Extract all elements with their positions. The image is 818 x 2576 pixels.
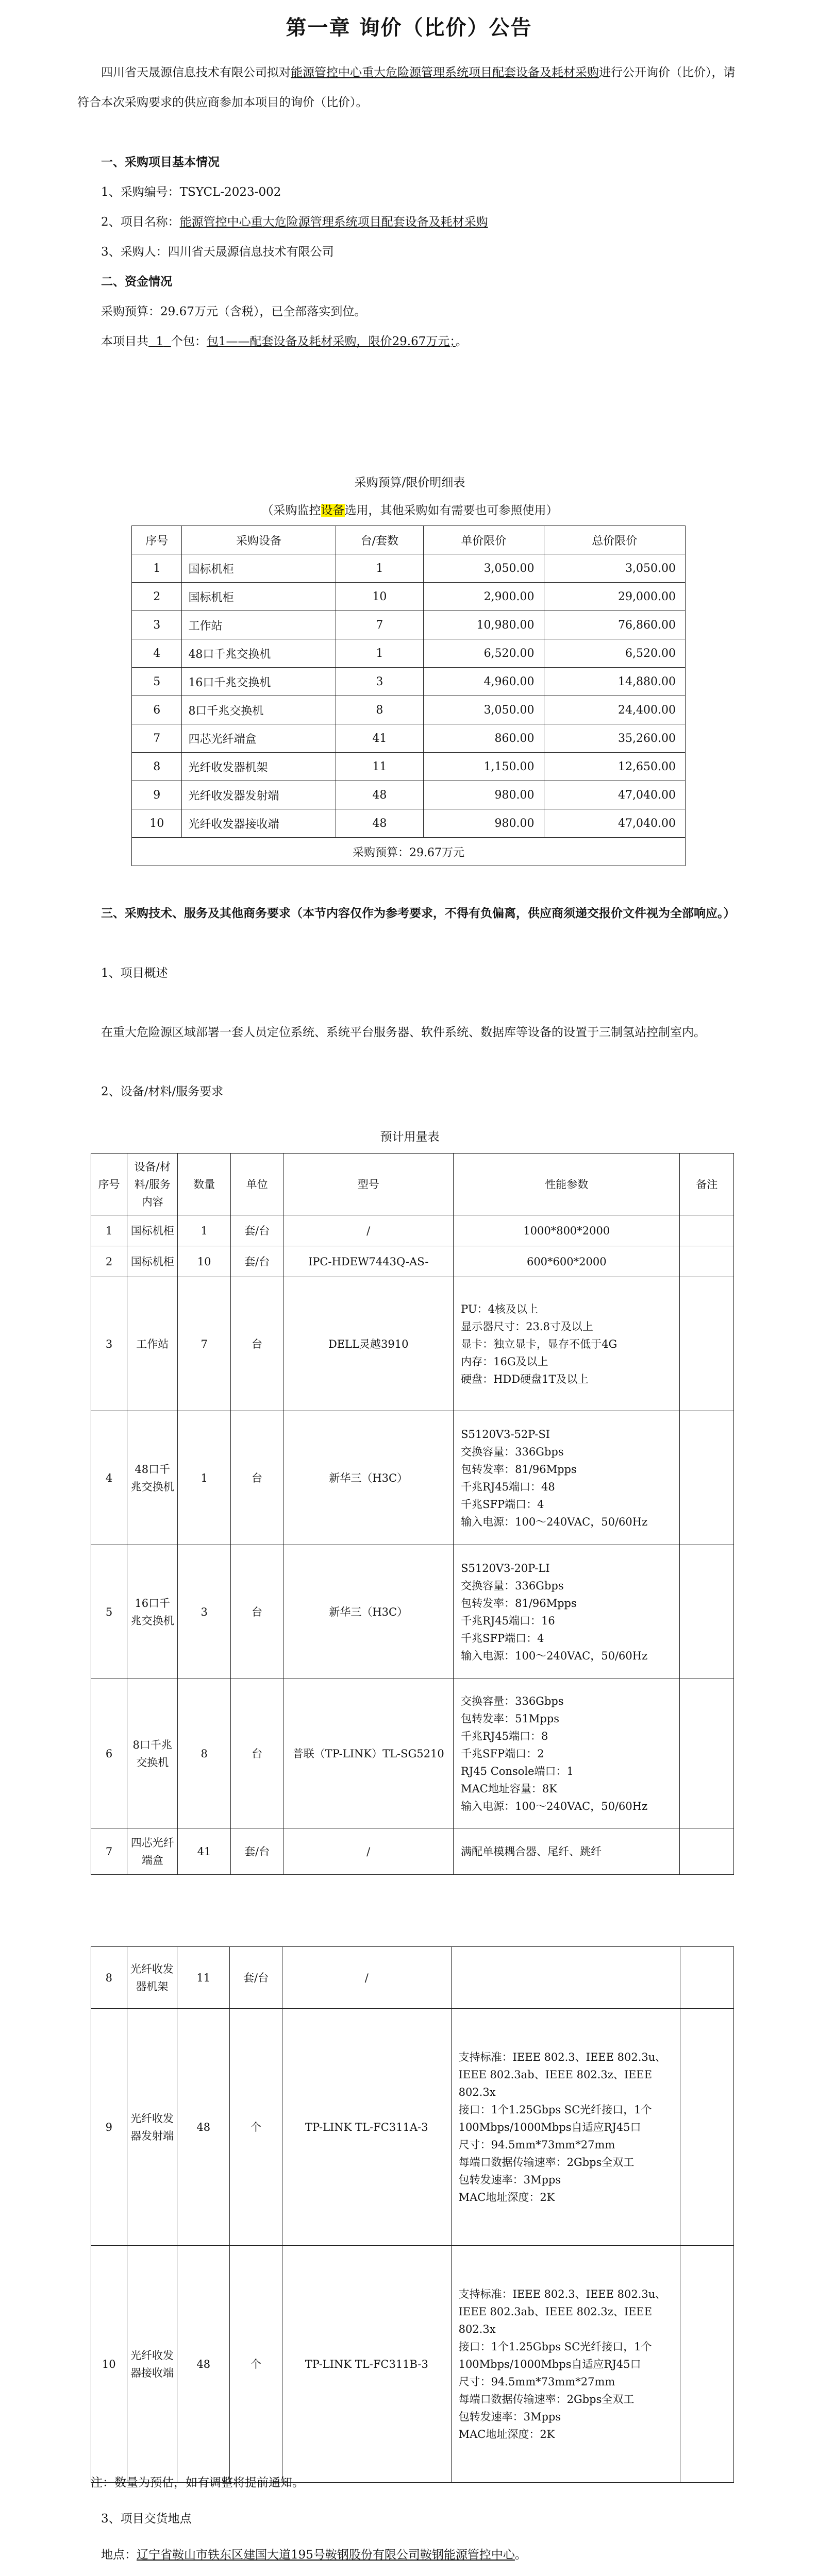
table-cell: 16口千兆交换机 bbox=[127, 1545, 178, 1679]
table-cell: 4,960.00 bbox=[424, 668, 544, 696]
budget-table-note: （采购监控设备选用，其他采购如有需要也可参照使用） bbox=[261, 504, 558, 517]
table-cell: 2 bbox=[91, 1246, 127, 1277]
table-cell: 国标机柜 bbox=[182, 554, 336, 583]
table-cell: 序号 bbox=[91, 1154, 127, 1215]
budget-table-caption: 采购预算/限价明细表 bbox=[354, 476, 465, 489]
table-cell: 3,050.00 bbox=[424, 696, 544, 724]
table-row bbox=[132, 809, 686, 838]
table-cell: 7 bbox=[91, 1828, 127, 1875]
table-cell: 套/台 bbox=[230, 1246, 283, 1277]
table-cell: 3,050.00 bbox=[544, 554, 685, 583]
table-cell: 8 bbox=[132, 753, 182, 781]
table-cell: 套/台 bbox=[230, 1828, 283, 1875]
delivery-address: 地点：辽宁省鞍山市铁东区建国大道195号鞍钢股份有限公司鞍钢能源管控中心。 bbox=[101, 2548, 527, 2562]
table-row bbox=[91, 1828, 734, 1875]
table-cell: 序号 bbox=[132, 526, 182, 554]
table-cell: 1 bbox=[178, 1411, 230, 1545]
table-cell: 2,900.00 bbox=[424, 583, 544, 611]
table-row bbox=[132, 639, 686, 668]
table-footnote: 注：数量为预估，如有调整将提前通知。 bbox=[91, 2476, 304, 2489]
table-cell: 四芯光纤端盒 bbox=[127, 1828, 178, 1875]
table-cell: TP-LINK TL-FC311A-3 bbox=[282, 2009, 451, 2246]
table-cell: 单价限价 bbox=[424, 526, 544, 554]
table-cell: 76,860.00 bbox=[544, 611, 685, 639]
table-cell: 41 bbox=[336, 724, 423, 753]
table-cell: 个 bbox=[230, 2246, 282, 2483]
table-cell: 11 bbox=[336, 753, 423, 781]
table-cell: 单位 bbox=[230, 1154, 283, 1215]
table-row bbox=[91, 1246, 734, 1277]
section-heading-1: 一、采购项目基本情况 bbox=[101, 155, 220, 169]
table-cell: 4 bbox=[91, 1411, 127, 1545]
table-cell: 型号 bbox=[283, 1154, 454, 1215]
page-title: 第一章 询价（比价）公告 bbox=[286, 15, 532, 40]
table-row bbox=[132, 781, 686, 809]
table-cell: 1000*800*2000 bbox=[454, 1215, 680, 1246]
table-cell: 1,150.00 bbox=[424, 753, 544, 781]
table-cell: 24,400.00 bbox=[544, 696, 685, 724]
table-cell bbox=[680, 1679, 734, 1828]
table-cell: 台 bbox=[230, 1545, 283, 1679]
table-cell bbox=[680, 1545, 734, 1679]
table-cell: 8口千兆交换机 bbox=[182, 696, 336, 724]
table-cell: 980.00 bbox=[424, 809, 544, 838]
table-cell: 10 bbox=[91, 2246, 127, 2483]
table-cell: 国标机柜 bbox=[127, 1215, 178, 1246]
table-cell: 国标机柜 bbox=[182, 583, 336, 611]
table-cell: 数量 bbox=[178, 1154, 230, 1215]
table-cell: 性能参数 bbox=[454, 1154, 680, 1215]
budget-line: 采购预算：29.67万元（含税），已全部落实到位。 bbox=[101, 305, 366, 318]
table-cell: 满配单模耦合器、尾纤、跳纤 bbox=[454, 1828, 680, 1875]
table-cell: 总价限价 bbox=[544, 526, 685, 554]
requirements-heading: 2、设备/材料/服务要求 bbox=[101, 1085, 224, 1098]
table-cell: 1 bbox=[132, 554, 182, 583]
table-row bbox=[91, 1545, 734, 1679]
table-cell bbox=[680, 2009, 734, 2246]
table-row bbox=[91, 1215, 734, 1246]
table-cell: 采购设备 bbox=[182, 526, 336, 554]
budget-table bbox=[131, 526, 686, 866]
table-cell: 交换容量：336Gbps 包转发率：51Mpps 千兆RJ45端口：8 千兆SFP端口：2 RJ45 Console端口：1 MAC地址容量：8K 输入电源：100～240VAC，50/60Hz bbox=[454, 1679, 680, 1828]
table-header-row bbox=[91, 1154, 734, 1215]
table-row bbox=[132, 554, 686, 583]
table-cell: 860.00 bbox=[424, 724, 544, 753]
table-row bbox=[91, 1411, 734, 1545]
table-cell: 6,520.00 bbox=[544, 639, 685, 668]
table-cell: 9 bbox=[91, 2009, 127, 2246]
table-cell: 1 bbox=[91, 1215, 127, 1246]
table-cell: 台 bbox=[230, 1679, 283, 1828]
table-cell: 8 bbox=[336, 696, 423, 724]
table-cell: 设备/材料/服务内容 bbox=[127, 1154, 178, 1215]
table-row bbox=[132, 753, 686, 781]
purchaser: 3、采购人：四川省天晟源信息技术有限公司 bbox=[101, 245, 334, 259]
table-cell bbox=[451, 1947, 680, 2009]
table-cell: 台 bbox=[230, 1277, 283, 1411]
table-cell: 48 bbox=[177, 2246, 230, 2483]
table-cell: 5 bbox=[132, 668, 182, 696]
table-cell: 48口千兆交换机 bbox=[182, 639, 336, 668]
table-cell: 支持标准：IEEE 802.3、IEEE 802.3u、IEEE 802.3ab、IEEE 802.3z、IEEE 802.3x 接口：1个1.25Gbps SC光纤接口，1个100Mbps/1000Mbps自适应RJ45口 尺寸：94.5mm*73mm*27mm 每端口数据传输速率：2Gbps全双工 包转发速率：3Mpps MAC地址深度：2K bbox=[451, 2246, 680, 2483]
table-cell: PU：4核及以上 显示器尺寸：23.8寸及以上 显卡：独立显卡，显存不低于4G 内存：16G及以上 硬盘：HDD硬盘1T及以上 bbox=[454, 1277, 680, 1411]
table-cell: 工作站 bbox=[127, 1277, 178, 1411]
table-cell: S5120V3-52P-SI 交换容量：336Gbps 包转发率：81/96Mpps 千兆RJ45端口：48 千兆SFP端口：4 输入电源：100～240VAC，50/60Hz bbox=[454, 1411, 680, 1545]
table-cell: 14,880.00 bbox=[544, 668, 685, 696]
table-cell: 6,520.00 bbox=[424, 639, 544, 668]
table-cell: 6 bbox=[132, 696, 182, 724]
table-cell: 47,040.00 bbox=[544, 809, 685, 838]
table-row bbox=[132, 583, 686, 611]
table-cell: 采购预算：29.67万元 bbox=[132, 838, 686, 866]
table-cell: 普联（TP-LINK）TL-SG5210 bbox=[283, 1679, 454, 1828]
table-cell: 3 bbox=[336, 668, 423, 696]
table-cell: 10 bbox=[336, 583, 423, 611]
table-cell: / bbox=[283, 1215, 454, 1246]
table-row bbox=[91, 1277, 734, 1411]
table-cell: 41 bbox=[178, 1828, 230, 1875]
section-heading-2: 二、资金情况 bbox=[101, 275, 172, 289]
table-row bbox=[132, 724, 686, 753]
table-cell: 台 bbox=[230, 1411, 283, 1545]
table-cell: 3,050.00 bbox=[424, 554, 544, 583]
section-heading-3: 三、采购技术、服务及其他商务要求（本节内容仅作为参考要求，不得有负偏离，供应商须递交报价文件视为全部响应。） bbox=[101, 906, 736, 920]
package-line: 本项目共 1 个包：包1——配套设备及耗材采购，限价29.67万元；。 bbox=[101, 335, 468, 348]
table-cell: 光纤收发器机架 bbox=[127, 1947, 177, 2009]
table-cell bbox=[680, 1828, 734, 1875]
table-row bbox=[132, 668, 686, 696]
table-cell: 1 bbox=[178, 1215, 230, 1246]
table-cell: 套/台 bbox=[230, 1215, 283, 1246]
table-cell: 10,980.00 bbox=[424, 611, 544, 639]
table-cell: 光纤收发器发射端 bbox=[182, 781, 336, 809]
equipment-table bbox=[91, 1153, 734, 1875]
table-cell bbox=[680, 1246, 734, 1277]
table-cell: 5 bbox=[91, 1545, 127, 1679]
table-cell: 国标机柜 bbox=[127, 1246, 178, 1277]
table-cell: 3 bbox=[178, 1545, 230, 1679]
table-cell bbox=[680, 1411, 734, 1545]
table-cell: 1 bbox=[336, 554, 423, 583]
table-row bbox=[91, 2009, 734, 2246]
table-header-row bbox=[132, 526, 686, 554]
table-cell: DELL灵越3910 bbox=[283, 1277, 454, 1411]
intro-paragraph: 四川省天晟源信息技术有限公司拟对能源管控中心重大危险源管理系统项目配套设备及耗材采购进行公开询价（比价），请符合本次采购要求的供应商参加本项目的询价（比价）。 bbox=[77, 66, 736, 109]
table-cell: 台/套数 bbox=[336, 526, 423, 554]
table-cell: 9 bbox=[132, 781, 182, 809]
table-cell: 10 bbox=[178, 1246, 230, 1277]
table-row bbox=[91, 2246, 734, 2483]
table-cell: 3 bbox=[91, 1277, 127, 1411]
table-row bbox=[91, 1679, 734, 1828]
overview-heading: 1、项目概述 bbox=[101, 967, 168, 980]
overview-text: 在重大危险源区域部署一套人员定位系统、系统平台服务器、软件系统、数据库等设备的设置于三制氢站控制室内。 bbox=[101, 1026, 706, 1039]
table-total-row bbox=[132, 838, 686, 866]
table-cell: 10 bbox=[132, 809, 182, 838]
table-cell: 2 bbox=[132, 583, 182, 611]
table-cell bbox=[680, 1215, 734, 1246]
table-cell: 29,000.00 bbox=[544, 583, 685, 611]
table-cell: 7 bbox=[132, 724, 182, 753]
procurement-number: 1、采购编号：TSYCL-2023-002 bbox=[101, 185, 281, 199]
table-row bbox=[91, 1947, 734, 2009]
table-cell: / bbox=[283, 1828, 454, 1875]
table-cell: 光纤收发器接收端 bbox=[182, 809, 336, 838]
table-cell: 48 bbox=[336, 809, 423, 838]
table-cell: 11 bbox=[177, 1947, 230, 2009]
table-cell: 新华三（H3C） bbox=[283, 1545, 454, 1679]
table-cell: 3 bbox=[132, 611, 182, 639]
table-cell: 1 bbox=[336, 639, 423, 668]
table-cell: 光纤收发器发射端 bbox=[127, 2009, 177, 2246]
table-cell: 16口千兆交换机 bbox=[182, 668, 336, 696]
project-name: 2、项目名称：能源管控中心重大危险源管理系统项目配套设备及耗材采购 bbox=[101, 215, 488, 229]
table-row bbox=[132, 696, 686, 724]
table-cell: 35,260.00 bbox=[544, 724, 685, 753]
table-cell: 光纤收发器机架 bbox=[182, 753, 336, 781]
table-cell: 4 bbox=[132, 639, 182, 668]
table-cell: 四芯光纤端盒 bbox=[182, 724, 336, 753]
table-cell: 7 bbox=[336, 611, 423, 639]
table-row bbox=[132, 611, 686, 639]
table-cell: TP-LINK TL-FC311B-3 bbox=[282, 2246, 451, 2483]
table-cell: 支持标准：IEEE 802.3、IEEE 802.3u、IEEE 802.3ab、IEEE 802.3z、IEEE 802.3x 接口：1个1.25Gbps SC光纤接口，1个100Mbps/1000Mbps自适应RJ45口 尺寸：94.5mm*73mm*27mm 每端口数据传输速率：2Gbps全双工 包转发速率：3Mpps MAC地址深度：2K bbox=[451, 2009, 680, 2246]
table-cell: 个 bbox=[230, 2009, 282, 2246]
table-cell: 47,040.00 bbox=[544, 781, 685, 809]
table-cell: IPC-HDEW7443Q-AS- bbox=[283, 1246, 454, 1277]
table-cell: 光纤收发器接收端 bbox=[127, 2246, 177, 2483]
table-cell: 新华三（H3C） bbox=[283, 1411, 454, 1545]
table-cell: 48口千兆交换机 bbox=[127, 1411, 178, 1545]
project-name-link: 能源管控中心重大危险源管理系统项目配套设备及耗材采购 bbox=[291, 66, 599, 79]
table-cell: 工作站 bbox=[182, 611, 336, 639]
table-cell: 980.00 bbox=[424, 781, 544, 809]
table-cell bbox=[680, 1277, 734, 1411]
table-cell: 8口千兆交换机 bbox=[127, 1679, 178, 1828]
table-cell: 600*600*2000 bbox=[454, 1246, 680, 1277]
table-cell: 8 bbox=[91, 1947, 127, 2009]
table-cell: 7 bbox=[178, 1277, 230, 1411]
table-cell: 备注 bbox=[680, 1154, 734, 1215]
table-cell: 12,650.00 bbox=[544, 753, 685, 781]
usage-table-caption: 预计用量表 bbox=[380, 1130, 440, 1144]
table-cell: 套/台 bbox=[230, 1947, 282, 2009]
table-cell: 6 bbox=[91, 1679, 127, 1828]
table-cell: 48 bbox=[177, 2009, 230, 2246]
table-cell: 8 bbox=[178, 1679, 230, 1828]
table-cell: S5120V3-20P-LI 交换容量：336Gbps 包转发率：81/96Mpps 千兆RJ45端口：16 千兆SFP端口：4 输入电源：100～240VAC，50/60Hz bbox=[454, 1545, 680, 1679]
delivery-heading: 3、项目交货地点 bbox=[101, 2512, 192, 2526]
table-cell bbox=[680, 2246, 734, 2483]
table-cell bbox=[680, 1947, 734, 2009]
table-cell: / bbox=[282, 1947, 451, 2009]
table-cell: 48 bbox=[336, 781, 423, 809]
equipment-table-continued bbox=[91, 1946, 734, 2483]
